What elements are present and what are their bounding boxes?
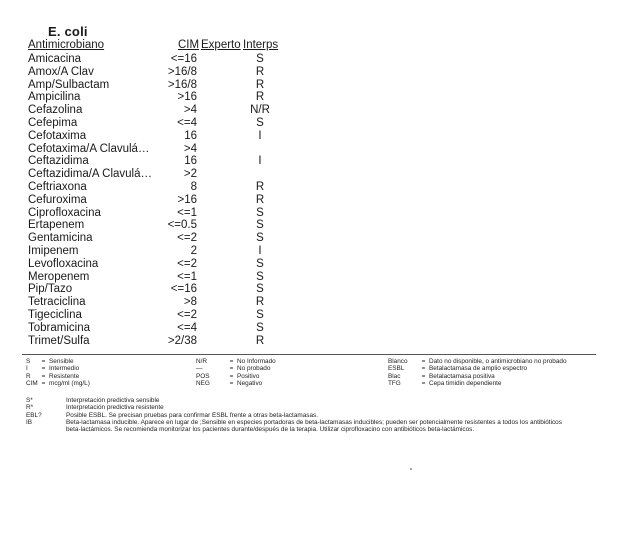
- table-row: [0, 322, 627, 335]
- interpretation: N/R: [250, 104, 270, 117]
- footnote-abbr: S*: [26, 397, 33, 404]
- legend-equals: =: [421, 365, 426, 373]
- table-row: [0, 207, 627, 220]
- legend-abbr: Blac: [388, 372, 401, 380]
- table-row: [0, 181, 627, 194]
- interpretation: S: [256, 116, 264, 129]
- table-row: [0, 271, 627, 284]
- legend-column-c: [388, 358, 567, 387]
- cim-value: >2/38: [167, 334, 197, 347]
- legend-item: [388, 373, 567, 380]
- interpretation: I: [258, 244, 262, 257]
- legend-abbr: POS: [196, 372, 210, 380]
- legend-abbr: NEG: [196, 379, 210, 387]
- legend-abbr: ESBL: [388, 365, 405, 373]
- legend-item: [26, 365, 90, 372]
- interpretation: I: [258, 129, 262, 142]
- antimicrobial-name: Amp/Sulbactam: [28, 78, 110, 91]
- interpretation: S: [256, 232, 264, 245]
- legend-item: [388, 380, 567, 387]
- antimicrobial-name: Ertapenem: [28, 219, 85, 232]
- antimicrobial-name: Cefuroxima: [28, 193, 87, 206]
- legend-text: Betalactamasa positiva: [429, 372, 495, 380]
- cim-value: <=1: [177, 206, 197, 219]
- cim-value: <=16: [170, 53, 197, 65]
- legend-text: Betalactamasa de amplio espectro: [429, 365, 528, 373]
- antimicrobial-name: Pip/Tazo: [28, 283, 73, 296]
- legend-column-a: [26, 358, 90, 387]
- legend-equals: =: [229, 358, 234, 365]
- footnotes: [26, 397, 562, 433]
- footnote-abbr: IB: [26, 418, 33, 426]
- legend-text: Negativo: [237, 379, 263, 387]
- interpretation: R: [255, 78, 265, 91]
- cim-value: 16: [184, 129, 197, 142]
- cim-value: 2: [190, 244, 197, 257]
- interpretation: R: [255, 296, 265, 309]
- legend-item: [196, 358, 276, 365]
- cim-value: <=4: [177, 116, 197, 129]
- footnote: [26, 404, 562, 411]
- table-row: [0, 283, 627, 296]
- header-antimicrobiano: Antimicrobiano: [28, 39, 105, 51]
- antimicrobial-name: Amox/A Clav: [28, 65, 94, 78]
- table-row: [0, 104, 627, 117]
- antimicrobial-name: Tobramicina: [28, 321, 90, 334]
- interpretation: S: [256, 270, 264, 283]
- legend-text: mcg/ml (mg/L): [49, 379, 90, 387]
- interpretation: S: [256, 308, 264, 321]
- legend-divider: [22, 354, 596, 355]
- legend-abbr: —: [196, 365, 203, 373]
- legend-item: [196, 380, 276, 387]
- cim-value: >4: [183, 142, 197, 155]
- footnote-text: Beta-lactamasa inducible. Aparece en lugar de ;Sensible en especies portadoras de beta-lactamasas inducibles; pueden ser potencialmente resistentes a todos los antibióticos: [66, 418, 562, 426]
- header-cim: CIM: [178, 39, 200, 51]
- cim-value: >16: [177, 193, 197, 206]
- table-row: [0, 53, 627, 66]
- legend-item: [388, 365, 567, 372]
- table-row: [0, 66, 627, 79]
- legend-equals: =: [421, 379, 426, 387]
- legend-abbr: CIM: [26, 379, 38, 387]
- footnote: [26, 397, 562, 404]
- interpretation: R: [255, 180, 265, 193]
- interpretation: R: [255, 334, 265, 347]
- legend-item: [388, 358, 567, 365]
- legend-abbr: Blanco: [388, 358, 408, 365]
- cim-value: >16/8: [167, 65, 197, 78]
- interpretation: S: [256, 53, 264, 65]
- table-row: [0, 309, 627, 322]
- legend-equals: =: [421, 372, 426, 380]
- cim-value: <=1: [177, 270, 197, 283]
- legend-equals: =: [41, 358, 46, 365]
- footnote-abbr: EBL?: [26, 411, 42, 419]
- table-row: [0, 117, 627, 130]
- table-row: [0, 245, 627, 258]
- legend-abbr: S: [26, 358, 31, 365]
- antimicrobial-name: Ceftazidima: [28, 155, 89, 168]
- legend-text: Intermedio: [49, 365, 80, 373]
- antimicrobial-name: Ceftazidima/A Clavulá…: [28, 168, 152, 181]
- header-experto: Experto: [201, 39, 241, 51]
- antimicrobial-name: Ampicilina: [28, 91, 81, 104]
- interpretation: S: [256, 283, 264, 296]
- interpretation: S: [256, 206, 264, 219]
- footnote-text: Interpretación predictiva resistente: [66, 404, 164, 412]
- antimicrobial-name: Cefepima: [28, 116, 78, 129]
- legend-equals: =: [229, 365, 234, 373]
- interpretation: S: [256, 219, 264, 232]
- cim-value: <=0.5: [167, 219, 197, 232]
- legend-equals: =: [41, 372, 46, 380]
- legend-equals: =: [41, 365, 46, 373]
- footnote: [26, 419, 562, 434]
- antimicrobial-name: Levofloxacina: [28, 257, 99, 270]
- table-row: [0, 258, 627, 271]
- footnote-text: Posible ESBL. Se precisan pruebas para confirmar ESBL frente a otras beta-lactamasas.: [66, 411, 318, 419]
- legend-item: [26, 373, 90, 380]
- organism-title: E. coli: [48, 24, 88, 39]
- legend-text: Resistente: [49, 372, 80, 380]
- table-row: [0, 232, 627, 245]
- antimicrobial-name: Ceftriaxona: [28, 180, 87, 193]
- interpretation: R: [255, 91, 265, 104]
- cim-value: >16/8: [167, 78, 197, 91]
- legend-abbr: I: [26, 365, 28, 373]
- interpretation: S: [256, 257, 264, 270]
- antimicrobial-name: Meropenem: [28, 270, 90, 283]
- cim-value: >8: [183, 296, 197, 309]
- table-row: [0, 168, 627, 181]
- antimicrobial-name: Cefotaxima: [28, 129, 87, 142]
- legend-text: Positivo: [237, 372, 260, 380]
- legend-equals: =: [41, 379, 46, 387]
- antimicrobial-name: Trimet/Sulfa: [28, 334, 90, 347]
- legend-equals: =: [229, 379, 234, 387]
- legend-equals: =: [229, 372, 234, 380]
- legend-text: Sensible: [49, 358, 74, 365]
- legend-text: No probado: [237, 365, 271, 373]
- table-row: [0, 335, 627, 348]
- legend-text: Dato no disponible, o antimicrobiano no probado: [429, 358, 567, 365]
- footnote-abbr: R*: [26, 404, 34, 412]
- interpretation: S: [256, 321, 264, 334]
- antimicrobial-name: Cefazolina: [28, 104, 83, 117]
- table-row: [0, 194, 627, 207]
- legend-item: [26, 358, 90, 365]
- cim-value: >2: [183, 168, 197, 181]
- table-row: [0, 79, 627, 92]
- cim-value: <=4: [177, 321, 197, 334]
- antimicrobial-name: Tetraciclina: [28, 296, 86, 309]
- legend-abbr: N/R: [196, 358, 208, 365]
- cim-value: <=2: [177, 257, 197, 270]
- table-row: [0, 143, 627, 156]
- table-row: [0, 296, 627, 309]
- cim-value: 8: [190, 180, 197, 193]
- cim-value: >4: [183, 104, 197, 117]
- legend-item: [196, 373, 276, 380]
- cim-value: >16: [177, 91, 197, 104]
- antimicrobial-name: Imipenem: [28, 244, 79, 257]
- table-row: [0, 130, 627, 143]
- interpretation: R: [255, 65, 265, 78]
- table-row: [0, 91, 627, 104]
- legend-column-b: [196, 358, 276, 387]
- legend-abbr: R: [26, 372, 31, 380]
- antimicrobial-name: Amicacina: [28, 53, 82, 65]
- header-interps: Interps: [243, 39, 279, 51]
- legend-item: [196, 365, 276, 372]
- interpretation: R: [255, 193, 265, 206]
- legend-item: [26, 380, 90, 387]
- interpretation: I: [258, 155, 262, 168]
- susceptibility-table: [0, 53, 627, 347]
- legend-text: Cepa timidin dependiente: [429, 379, 502, 387]
- cim-value: <=16: [170, 283, 197, 296]
- footnote-text: Interpretación predictiva sensible: [66, 397, 160, 404]
- cim-value: 16: [184, 155, 197, 168]
- antimicrobial-name: Ciprofloxacina: [28, 206, 101, 219]
- antimicrobial-name: Gentamicina: [28, 232, 93, 245]
- antimicrobial-name: Cefotaxima/A Clavulá…: [28, 142, 150, 155]
- table-row: [0, 155, 627, 168]
- legend-equals: =: [421, 358, 426, 365]
- legend-abbr: TFG: [388, 379, 401, 387]
- footnote-text: beta-lactámicos. Se recomienda monitorizar los pacientes durante/después de la terapia. Utilizar ciprofloxacino con antibióticos beta-lactámicos.: [66, 426, 475, 434]
- antimicrobial-name: Tigeciclina: [28, 308, 82, 321]
- cim-value: <=2: [177, 308, 197, 321]
- cim-value: <=2: [177, 232, 197, 245]
- footnote: [26, 412, 562, 419]
- table-row: [0, 219, 627, 232]
- scan-speck: [410, 468, 412, 470]
- legend-text: No Informado: [237, 358, 276, 365]
